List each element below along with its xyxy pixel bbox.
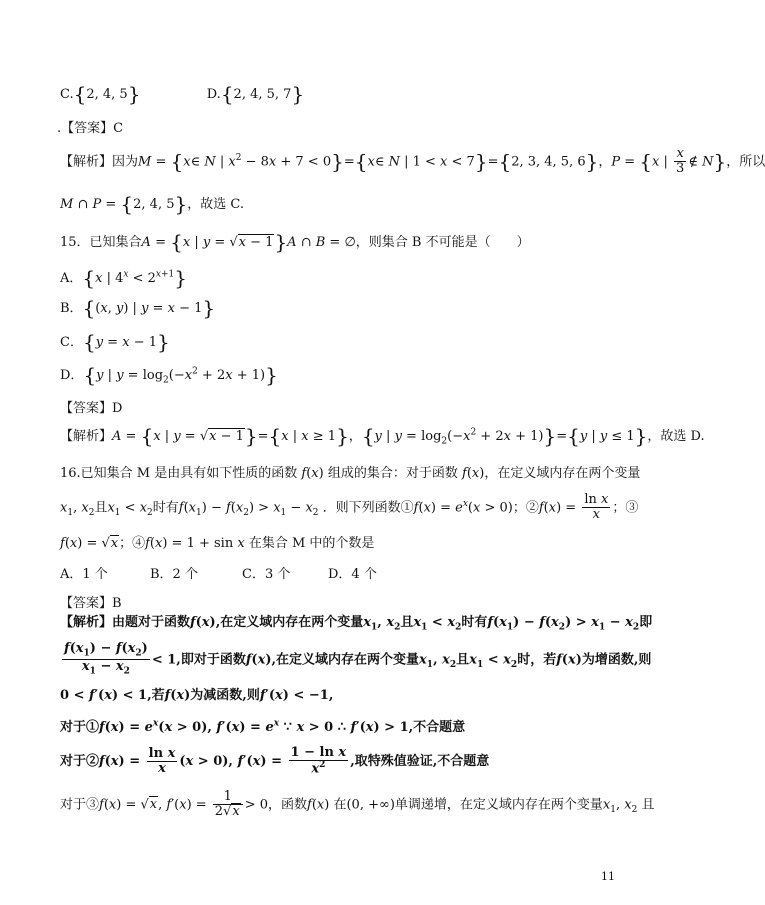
separator: ，: [598, 154, 612, 170]
solution-text: 对于②: [60, 753, 100, 769]
solution-text: ,取特殊值验证,不合题意: [350, 753, 490, 769]
option-c-label: C.: [60, 87, 74, 102]
solution-text: 且: [456, 652, 470, 668]
question-15: 15．已知集合A = {x | y = √x − 1}A ∩ B = ∅，则集合 B 不可能是（ ）: [60, 230, 530, 254]
solution-text: 为增函数,则: [581, 652, 652, 668]
question-text: ，则集合 B 不可能是（ ）: [355, 235, 530, 250]
option-label: C．: [60, 335, 83, 350]
solution-text: 且: [400, 615, 414, 630]
solution-text: 为减函数,则: [190, 688, 260, 703]
solution-1-line-1: 【解析】因为M = {x∈ N | $x^2 - 8x + 7$ < 0}={x∈ N | 1 < x < 7}={2, 3, 4, 5, 6}，P = {x | $\frac{x}{3}$ ∉ N}，所以: [60, 146, 765, 177]
solution-text: ,在定义域内存在两个变量: [215, 615, 364, 630]
option-d-label: D.: [206, 87, 221, 102]
question-text: 15．已知集合: [60, 235, 142, 250]
question-text: ；②: [512, 500, 539, 516]
solution-text: 单调递增，在定义域内存在两个变量: [394, 797, 603, 813]
solution-text: ,不合题意: [408, 720, 466, 735]
question-text: 16.已知集合 M 是由具有如下性质的函数: [60, 466, 298, 481]
question-text: ；③: [612, 500, 639, 516]
solution-3-line-4: 对于①f(x) = $e^x(x > 0)$, $f'(x) = e^x$ ∵ x > 0 ∴ f′(x) > 1,不合题意: [60, 718, 466, 735]
solution-text: ，故选 D.: [647, 429, 705, 444]
solution-3-line-1: 【解析】由题对于函数f(x),在定义域内存在两个变量$x_1$, $x_2$且$x_1 < x_2$时有$f(x_1) - f(x_2) > x_1 - x_2$即: [60, 615, 653, 633]
question-16-line-1: 16.已知集合 M 是由具有如下性质的函数 f(x) 组成的集合：对于函数 f(x)，在定义域内存在两个变量: [60, 466, 641, 481]
solution-text: 时有: [461, 615, 488, 630]
solution-label: 【解析】: [60, 429, 113, 444]
solution-3-line-5: 对于②f(x) = $\frac{\text{ln x}}{x}$ (x > 0), f′(x) = $\frac{\text{1 − ln x}}{x^2}$ ,取特殊值验证,不合题意: [60, 745, 490, 777]
solution-label: 【解析】: [60, 154, 113, 170]
solution-2: 【解析】A = {x | y = √x − 1}={x | x ≥ 1}，{y | $y = \log_2(-x^2 + 2x + 1)\}=\{y$ | y ≤ 1}，故选 D.: [60, 424, 705, 448]
solution-1-line-2: M ∩ P = {2, 4, 5}，故选 C.: [60, 192, 244, 216]
q16-option-c: C．3 个: [242, 567, 291, 582]
solution-text: 且: [641, 797, 655, 813]
question-16-line-3: f(x) = √x；④f(x) = 1 + sin x 在集合 M 中的个数是: [60, 536, 375, 551]
solution-text: ，故选 C.: [187, 197, 244, 212]
solution-text: 对于③: [60, 797, 100, 813]
solution-text: 时，若: [517, 652, 557, 668]
question-text: ，在定义域内存在两个变量: [484, 466, 641, 481]
separator: ，: [348, 429, 362, 444]
solution-text: 【解析】由题对于函数: [60, 615, 191, 630]
solution-3-line-3: 0 < f′(x) < 1,若f(x)为减函数,则f′(x) < −1,: [60, 688, 334, 703]
q15-option-d: D．{y | $y = \log_2(-x^2 + 2x + 1)$}: [60, 363, 278, 387]
q15-option-b: B．{(x, y) | y = x − 1}: [60, 296, 216, 320]
answer-d: 【答案】D: [60, 401, 123, 416]
option-label: B．: [60, 301, 83, 316]
solution-text: ,在定义域内存在两个变量: [271, 652, 420, 668]
solution-text: ,即对于函数: [176, 652, 246, 668]
q16-option-b: B．2 个: [150, 567, 198, 582]
option-label: D．: [60, 368, 84, 383]
solution-text: 即: [639, 615, 653, 630]
solution-3-line-2: $\frac{f(x_1) - f(x_2)}{x_1 - x_2}$ < 1,即对于函数f(x),在定义域内存在两个变量$x_1$, $x_2$且$x_1 < x_2$时，若f(x)为增函数,则: [64, 641, 652, 678]
page-number: 11: [601, 870, 615, 883]
solution-text: ，函数: [268, 797, 308, 813]
q16-option-d: D．4 个: [328, 567, 377, 582]
answer-c: .【答案】C: [57, 121, 124, 136]
q16-options: [60, 563, 377, 582]
answer-b: 【答案】B: [60, 596, 122, 611]
question-text: ；④: [119, 536, 146, 551]
option-label: A．: [60, 271, 83, 286]
solution-text: 对于①: [60, 720, 100, 735]
question-text: 在集合 M 中的个数是: [248, 536, 375, 551]
question-text: 组成的集合：对于函数: [327, 466, 458, 481]
question-16-line-2: $x_1$, $x_2$且$x_1 < x_2$时有$f(x_1) - f(x_2) > x_1 - x_2$ ．则下列函数①f(x) = $e^x(x > 0)$；②f(x) = $\frac{\text{ln x}}{x}$ ；③: [60, 492, 639, 523]
question-text: ．则下列函数①: [322, 500, 414, 516]
prev-options-line: C.{2, 4, 5} D.{2, 4, 5, 7}: [60, 82, 305, 106]
solution-3-line-6: 对于③f(x) = √x, f′(x) = $\frac{1}{2√x}$ > 0，函数f(x) 在(0, +∞)单调递增，在定义域内存在两个变量$x_1$, $x_2$ 且: [60, 789, 655, 820]
solution-text: ,若: [147, 688, 165, 703]
solution-text: 因为: [112, 154, 139, 170]
q15-option-a: A．{x | $4^x < 2^{x+1}$}: [60, 266, 187, 290]
question-text: 时有: [152, 500, 179, 516]
q15-option-c: C．{y = x − 1}: [60, 330, 170, 354]
q16-option-a: A．1 个: [60, 567, 108, 582]
solution-text: 在: [333, 797, 347, 813]
question-text: 且: [94, 500, 108, 516]
solution-text: ，所以: [726, 154, 765, 170]
